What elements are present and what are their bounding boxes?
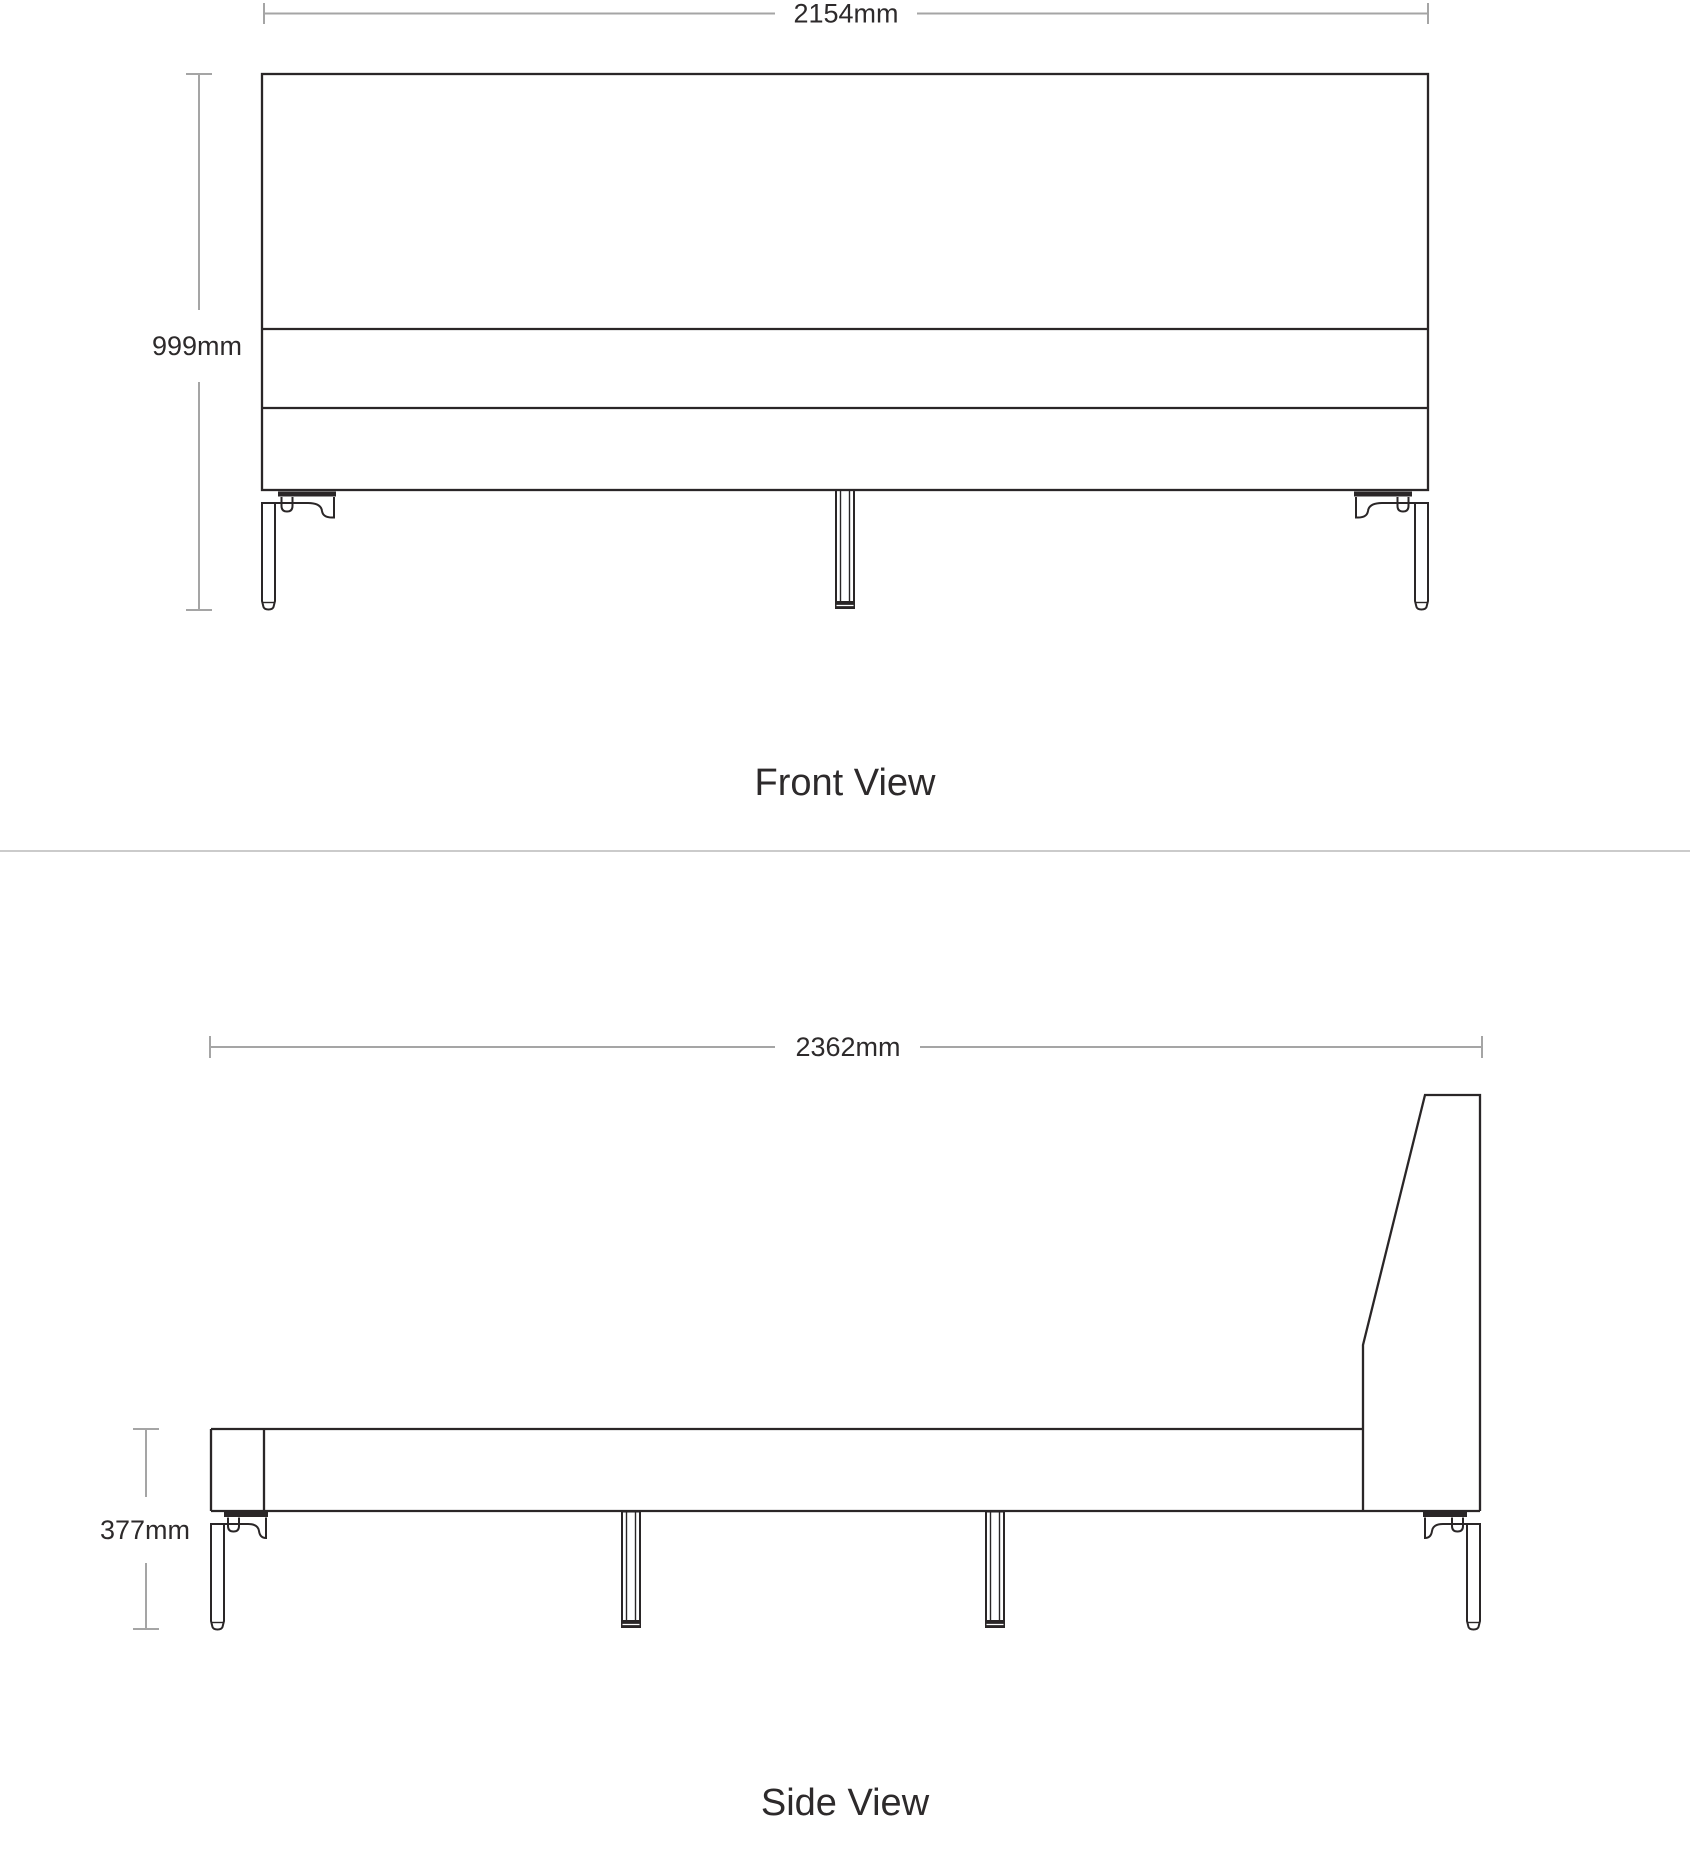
side-view-length-dimension [210,1032,1482,1062]
front-view-legs [262,490,1428,610]
front-view-bed-outline [262,74,1428,490]
leg-hook [1398,497,1409,512]
bed-body [262,74,1428,490]
side-right-leg [1423,1512,1480,1630]
side-view-height-dimension [100,1429,190,1629]
front-view-title: Front View [754,762,936,804]
side-view-bed-outline [211,1095,1480,1511]
leg-mount-plate [224,1512,268,1517]
leg-bar [262,503,275,610]
side-view [100,1032,1482,1824]
front-middle-leg [835,490,855,609]
leg-bar [986,1512,1004,1622]
leg-bar [622,1512,640,1622]
side-view-title: Side View [760,1782,930,1824]
leg-bar [211,1524,224,1630]
side-middle-leg-2 [985,1512,1005,1629]
side-view-legs [211,1512,1480,1630]
leg-bracket-arm [275,497,334,518]
front-right-leg [1354,492,1428,610]
front-view [152,0,1428,804]
front-view-height-dimension [152,74,242,610]
side-middle-leg-1 [621,1512,641,1629]
leg-mount-plate [278,492,336,497]
leg-hook [282,497,293,512]
front-view-width-dimension [264,0,1428,29]
leg-bar [836,490,854,602]
leg-bar [1415,503,1428,610]
side-length-label: 2362mm [795,1032,901,1062]
front-width-label: 2154mm [793,0,899,29]
leg-bar [1467,1524,1480,1630]
side-height-label: 377mm [99,1515,191,1545]
leg-mount-plate [1423,1512,1467,1517]
leg-bracket-arm [1356,497,1415,518]
headboard-profile [1363,1095,1480,1511]
leg-bracket-arm [224,1518,266,1539]
leg-mount-plate [1354,492,1412,497]
front-height-label: 999mm [151,331,243,361]
front-left-leg [262,492,336,610]
leg-bracket-arm [1425,1518,1467,1539]
side-left-leg [211,1512,268,1630]
